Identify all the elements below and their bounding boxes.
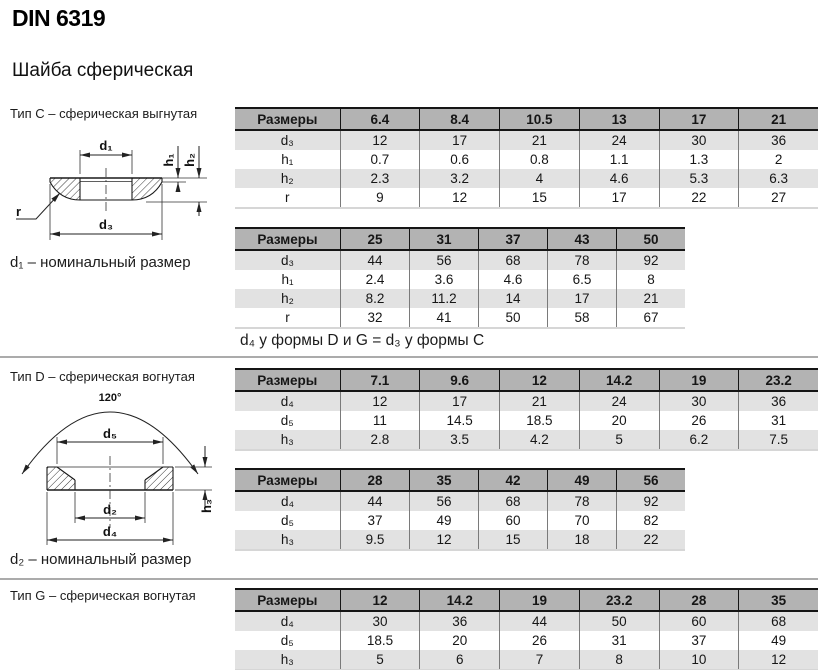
table-header-row <box>235 469 685 491</box>
table-row <box>235 491 685 511</box>
dimension-value-cell: 31 <box>739 411 818 430</box>
dimension-value-cell: 12 <box>410 530 479 550</box>
dimension-value-cell: 32 <box>341 308 410 328</box>
sizes-header-cell: Размеры <box>235 228 341 250</box>
dimension-value-cell: 82 <box>617 511 686 530</box>
dimension-value-cell: 1.3 <box>659 150 739 169</box>
size-column-header: 28 <box>341 469 410 491</box>
dimension-value-cell: 41 <box>410 308 479 328</box>
dimension-value-cell: 17 <box>579 188 659 208</box>
size-column-header: 35 <box>410 469 479 491</box>
dimension-label-cell: d₅ <box>280 633 294 648</box>
dimension-value-cell: 3.5 <box>420 430 500 450</box>
dimension-value-cell: 37 <box>341 511 410 530</box>
section-label-type-c: Тип C – сферическая выгнутая <box>10 106 198 121</box>
dimension-value-cell: 68 <box>739 611 818 631</box>
dimension-value-cell: 36 <box>420 611 500 631</box>
dim-label-r: r <box>16 204 22 219</box>
size-column-header: 12 <box>340 589 420 611</box>
sizes-header-cell: Размеры <box>235 589 340 611</box>
dimension-value-cell: 0.6 <box>420 150 500 169</box>
dimension-value-cell: 12 <box>340 391 420 411</box>
dimension-value-cell: 21 <box>617 289 686 308</box>
dimension-value-cell: 6.2 <box>659 430 739 450</box>
dimension-label-cell: d₄ <box>235 611 340 631</box>
type-c-table-1 <box>235 107 818 209</box>
dimension-label-cell: h₃ <box>235 430 340 450</box>
dimension-label-cell: h₃ <box>235 530 341 550</box>
size-column-header: 23.2 <box>739 369 818 391</box>
dimension-value-cell: 36 <box>739 130 818 150</box>
dimension-value-cell: 58 <box>548 308 617 328</box>
table-header-row <box>235 228 685 250</box>
dimension-value-cell: 5.3 <box>659 169 739 188</box>
size-column-header: 42 <box>479 469 548 491</box>
size-column-header: 19 <box>659 369 739 391</box>
dimension-value-cell: 6 <box>420 650 500 670</box>
type-d-table-2 <box>235 468 685 551</box>
dimension-value-cell: 17 <box>420 391 500 411</box>
dimension-value-cell: 2.3 <box>340 169 420 188</box>
dimension-label-cell: d₅ <box>281 513 294 528</box>
dimension-value-cell: 26 <box>659 411 739 430</box>
table-row <box>235 308 685 328</box>
dimension-value-cell: 4.6 <box>579 169 659 188</box>
dimension-value-cell: 78 <box>548 491 617 511</box>
size-column-header: 10.5 <box>500 108 580 130</box>
table-header-row <box>235 369 818 391</box>
dimension-value-cell: 50 <box>579 611 659 631</box>
size-column-header: 9.6 <box>420 369 500 391</box>
dimension-value-cell: 11.2 <box>410 289 479 308</box>
size-column-header: 56 <box>617 469 686 491</box>
dimension-value-cell: 20 <box>420 631 500 650</box>
dimension-value-cell: 5 <box>340 650 420 670</box>
table-row <box>235 289 685 308</box>
table-row <box>235 130 818 150</box>
dimension-value-cell: 24 <box>579 391 659 411</box>
dimension-value-cell: 15 <box>500 188 580 208</box>
dimension-label-cell: d₃ <box>235 250 341 270</box>
dimension-value-cell: 6.3 <box>739 169 818 188</box>
dimension-value-cell: 2 <box>739 150 818 169</box>
size-column-header: 8.4 <box>420 108 500 130</box>
dimension-value-cell: 60 <box>659 611 739 631</box>
table-row <box>235 411 818 430</box>
dimension-value-cell: 0.7 <box>340 150 420 169</box>
type-d-caption: d₂ – номинальный размер <box>10 551 192 568</box>
dimension-value-cell: 78 <box>548 250 617 270</box>
dimension-value-cell: 2.4 <box>341 270 410 289</box>
size-column-header: 50 <box>617 228 686 250</box>
dim-label-d4: d₄ <box>102 524 118 539</box>
dimension-value-cell: 31 <box>579 631 659 650</box>
dimension-value-cell: 8.2 <box>341 289 410 308</box>
dim-label-h3: h₃ <box>199 499 214 513</box>
sizes-header-cell: Размеры <box>235 369 340 391</box>
dimension-value-cell: 36 <box>739 391 818 411</box>
dimension-label-cell: h₃ <box>235 650 340 670</box>
dimension-value-cell: 92 <box>617 250 686 270</box>
dimension-label-cell: h₁ <box>281 272 294 287</box>
dimension-value-cell: 5 <box>579 430 659 450</box>
dimension-value-cell: 18.5 <box>500 411 580 430</box>
type-c-caption: d₁ – номинальный размер <box>10 254 191 271</box>
dimension-value-cell: 20 <box>579 411 659 430</box>
type-d-drawing <box>2 386 226 552</box>
dimension-value-cell: 22 <box>617 530 686 550</box>
type-c-table-2 <box>235 227 685 329</box>
table-row <box>235 511 685 530</box>
dimension-value-cell: 21 <box>500 130 580 150</box>
section-divider <box>0 356 818 358</box>
dim-label-d3: d₃ <box>99 217 113 232</box>
table-row <box>235 530 685 550</box>
dimension-label-cell: h₂ <box>235 289 341 308</box>
dimension-value-cell: 30 <box>340 611 420 631</box>
dimension-value-cell: 30 <box>659 391 739 411</box>
size-column-header: 37 <box>479 228 548 250</box>
size-column-header: 17 <box>659 108 739 130</box>
dimension-value-cell: 67 <box>617 308 686 328</box>
dimension-value-cell: 22 <box>659 188 739 208</box>
dimension-value-cell: 8 <box>617 270 686 289</box>
page-subtitle: Шайба сферическая <box>12 60 194 81</box>
dimension-value-cell: 15 <box>479 530 548 550</box>
dimension-value-cell: 68 <box>479 491 548 511</box>
dimension-value-cell: 7 <box>500 650 580 670</box>
size-column-header: 7.1 <box>340 369 420 391</box>
dimension-value-cell: 8 <box>579 650 659 670</box>
size-column-header: 19 <box>500 589 580 611</box>
dimension-value-cell: 7.5 <box>739 430 818 450</box>
table-header-row <box>235 108 818 130</box>
table-row <box>235 270 685 289</box>
dimension-value-cell: 30 <box>659 130 739 150</box>
table-row <box>235 611 818 631</box>
dimension-value-cell: 37 <box>659 631 739 650</box>
size-column-header: 21 <box>739 108 818 130</box>
size-column-header: 14.2 <box>579 369 659 391</box>
dimension-value-cell: 56 <box>410 250 479 270</box>
dimension-value-cell: 18 <box>548 530 617 550</box>
table-header-row <box>235 589 818 611</box>
forms-equivalence-note: d₄ у формы D и G = d₃ у формы C <box>240 332 485 349</box>
size-column-header: 43 <box>548 228 617 250</box>
dimension-value-cell: 12 <box>340 130 420 150</box>
dimension-value-cell: 17 <box>548 289 617 308</box>
table-row <box>235 650 818 670</box>
dimension-value-cell: 9 <box>340 188 420 208</box>
dimension-value-cell: 50 <box>479 308 548 328</box>
dimension-label-cell: d₄ <box>235 391 340 411</box>
dimension-value-cell: 17 <box>420 130 500 150</box>
section-label-type-d: Тип D – сферическая вогнутая <box>10 369 195 384</box>
r-leader-line <box>16 193 60 219</box>
dimension-value-cell: 26 <box>500 631 580 650</box>
dimension-value-cell: 14.5 <box>420 411 500 430</box>
section-label-type-g: Тип G – сферическая вогнутая <box>10 588 196 603</box>
size-column-header: 35 <box>739 589 818 611</box>
dimension-value-cell: 6.5 <box>548 270 617 289</box>
dim-label-h2: h₂ <box>182 153 197 167</box>
dimension-value-cell: 10 <box>659 650 739 670</box>
dimension-value-cell: 49 <box>739 631 818 650</box>
dimension-value-cell: 60 <box>479 511 548 530</box>
sizes-header-cell: Размеры <box>235 469 341 491</box>
dimension-value-cell: 11 <box>340 411 420 430</box>
size-column-header: 31 <box>410 228 479 250</box>
dimension-label-cell: h₁ <box>281 152 294 167</box>
dimension-label-cell: d₅ <box>280 413 294 428</box>
dimension-value-cell: 3.6 <box>410 270 479 289</box>
size-column-header: 28 <box>659 589 739 611</box>
table-row <box>235 391 818 411</box>
section-divider <box>0 578 818 580</box>
dimension-value-cell: 70 <box>548 511 617 530</box>
dimension-label-cell: r <box>285 190 290 205</box>
table-row <box>235 430 818 450</box>
size-column-header: 6.4 <box>340 108 420 130</box>
dimension-value-cell: 1.1 <box>579 150 659 169</box>
dimension-value-cell: 21 <box>500 391 580 411</box>
size-column-header: 14.2 <box>420 589 500 611</box>
dim-label-d1: d₁ <box>99 138 113 153</box>
type-c-drawing <box>2 132 217 246</box>
dim-label-angle: 120° <box>98 392 122 404</box>
page-title: DIN 6319 <box>12 5 106 31</box>
dimension-value-cell: 68 <box>479 250 548 270</box>
type-g-table-1 <box>235 588 818 670</box>
dimension-value-cell: 44 <box>341 491 410 511</box>
type-d-table-1 <box>235 368 818 451</box>
table-row <box>235 250 685 270</box>
dimension-label-cell: r <box>285 310 290 325</box>
table-row <box>235 169 818 188</box>
dimension-label-cell: d₄ <box>235 491 341 511</box>
dimension-value-cell: 0.8 <box>500 150 580 169</box>
dimension-value-cell: 2.8 <box>340 430 420 450</box>
size-column-header: 13 <box>579 108 659 130</box>
size-column-header: 23.2 <box>579 589 659 611</box>
dimension-value-cell: 4.2 <box>500 430 580 450</box>
dimension-value-cell: 4.6 <box>479 270 548 289</box>
dimension-value-cell: 4 <box>500 169 580 188</box>
dimension-value-cell: 24 <box>579 130 659 150</box>
dimension-value-cell: 14 <box>479 289 548 308</box>
dimension-value-cell: 12 <box>420 188 500 208</box>
dim-label-d2: d₂ <box>103 502 117 517</box>
table-row <box>235 631 818 650</box>
dimension-value-cell: 12 <box>739 650 818 670</box>
dimension-value-cell: 27 <box>739 188 818 208</box>
dimension-value-cell: 3.2 <box>420 169 500 188</box>
dimension-label-cell: h₂ <box>235 169 340 188</box>
dim-label-h1: h₁ <box>161 153 176 167</box>
size-column-header: 49 <box>548 469 617 491</box>
dimension-value-cell: 44 <box>500 611 580 631</box>
table-row <box>235 188 818 208</box>
size-column-header: 12 <box>500 369 580 391</box>
dimension-value-cell: 18.5 <box>340 631 420 650</box>
dimension-label-cell: d₃ <box>235 130 340 150</box>
dimension-value-cell: 9.5 <box>341 530 410 550</box>
dimension-value-cell: 44 <box>341 250 410 270</box>
sizes-header-cell: Размеры <box>235 108 340 130</box>
dim-label-d5: d₅ <box>103 426 117 441</box>
dimension-value-cell: 49 <box>410 511 479 530</box>
size-column-header: 25 <box>341 228 410 250</box>
dimension-value-cell: 56 <box>410 491 479 511</box>
table-row <box>235 150 818 169</box>
dimension-value-cell: 92 <box>617 491 686 511</box>
